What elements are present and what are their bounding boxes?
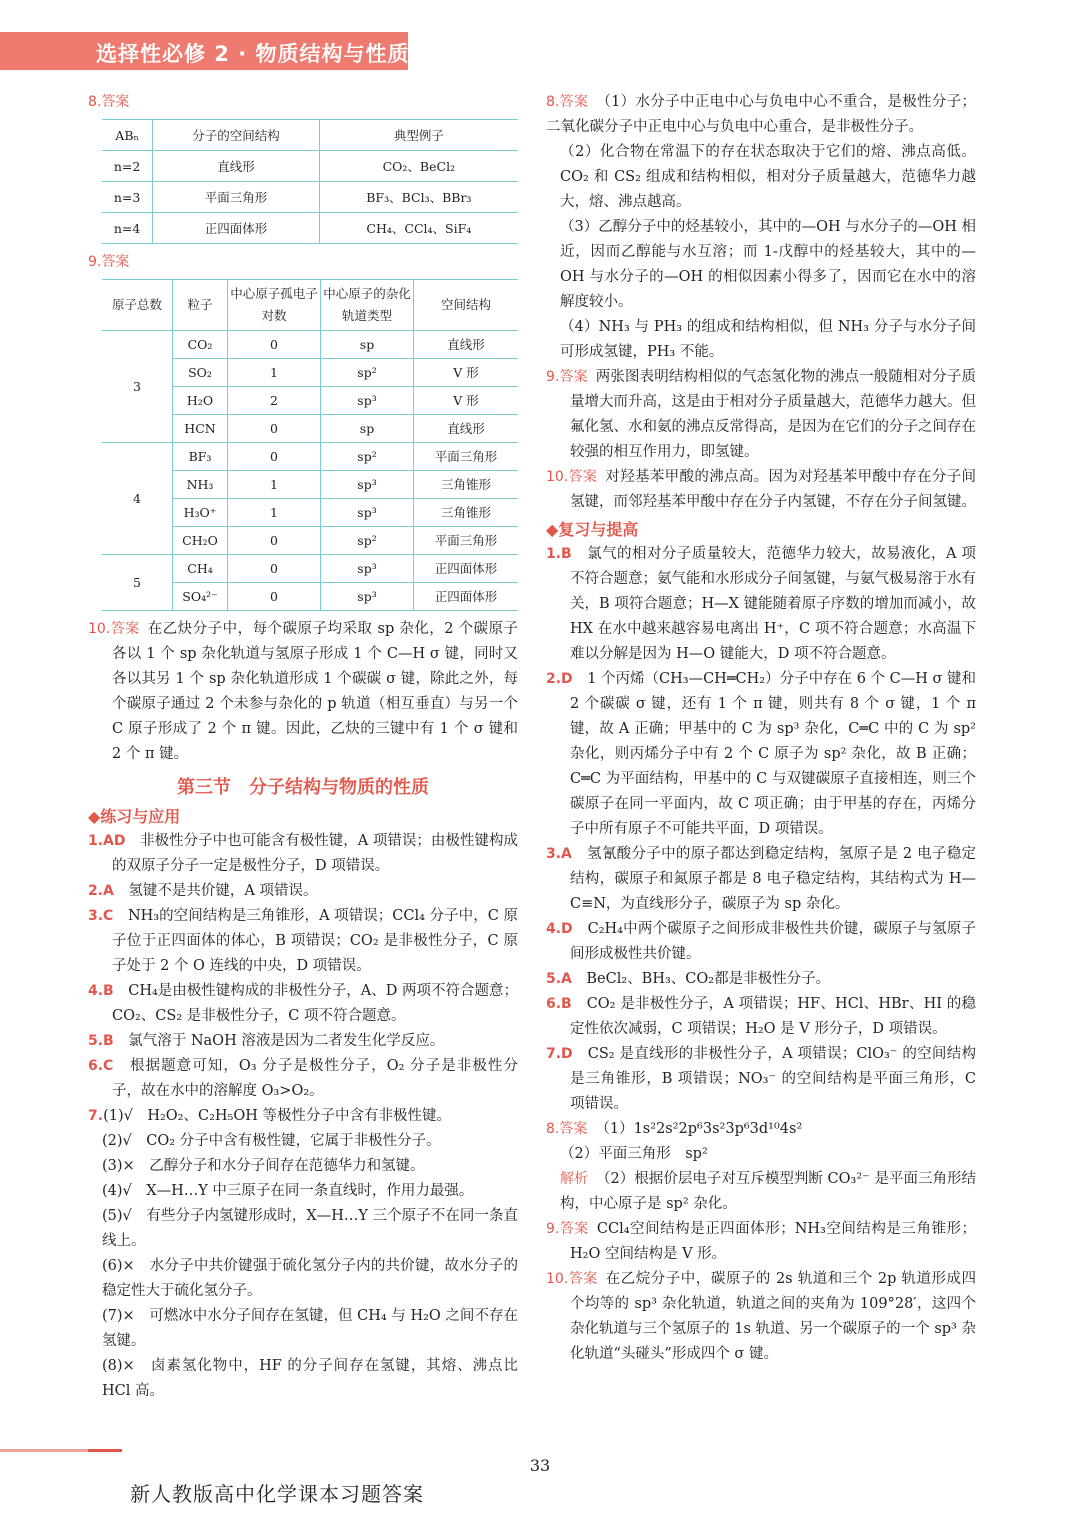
item-text: CO₂ 是非极性分子，A 项错误；HF、HCl、HBr、HI 的稳定性依次减弱，C 项错误；H₂O 是 V 形分子，D 项错误。	[570, 996, 976, 1037]
table-cell: sp³	[321, 499, 414, 527]
table-cell: 2	[228, 387, 321, 415]
table-8	[102, 119, 518, 244]
item-text: 1 个丙烯（CH₃—CH═CH₂）分子中存在 6 个 C—H σ 键和 2 个碳碳 σ 键，还有 1 个 π 键，则共有 8 个 σ 键，1 个 π 键，故 A 正确；甲基中的 C 为 sp³ 杂化，C═C 中的 C 为 sp² 杂化，则丙烯分子中有 2 个 C 原子为 sp² 杂化，故 B 正确；C═C 为平面结构，甲基中的 C 与双键碳原子直接相连，则三个碳原子在同一平面内，故 C 项正确；由于甲基的存在，丙烯分子中所有原子不可能共平面，D 项错误。	[570, 671, 977, 837]
table-cell: n=3	[102, 182, 153, 213]
analysis-paragraph	[546, 1167, 976, 1217]
answer-tag: 8.答案	[88, 94, 130, 110]
analysis-tag: 解析	[560, 1171, 589, 1187]
item-text: 氢氰酸分子中的原子都达到稳定结构，氢原子是 2 电子稳定结构，碳原子和氮原子都是 8 电子稳定结构，其结构式为 H—C≡N，为直线形分子，碳原子为 sp 杂化。	[570, 846, 976, 912]
answer-paragraph: （3）乙醇分子中的烃基较小，其中的—OH 与水分子的—OH 相近，因而乙醇能与水互溶；而 1-戊醇中的烃基较大，其中的—OH 与水分子的—OH 的相似因素小得多了，因而它在水中的溶解度较小。	[560, 219, 976, 310]
table-header: 分子的空间结构	[153, 120, 319, 151]
list-item: (4)√ X—H…Y 中三原子在同一条直线时，作用力最强。	[102, 1183, 474, 1199]
table-row	[102, 151, 518, 182]
table-cell: 1	[228, 499, 321, 527]
answer-10	[88, 617, 518, 767]
item-text: 在乙烷分子中，碳原子的 2s 轨道和三个 2p 轨道形成四个均等的 sp³ 杂化轨道，轨道之间的夹角为 109°28′，这四个杂化轨道与三个氢原子的 1s 轨道、另一个碳原子的一个 sp³ 杂化轨道“头碰头”形成四个 σ 键。	[570, 1271, 977, 1362]
table-cell: 直线形	[414, 331, 519, 359]
practice-heading: ◆练习与应用	[88, 807, 181, 826]
table-cell: 三角锥形	[414, 471, 519, 499]
item-number: 5.B	[88, 1033, 114, 1049]
list-item	[88, 1054, 518, 1104]
table-cell: SO₄²⁻	[173, 583, 228, 611]
table-cell: CO₂	[173, 331, 228, 359]
table-cell: SO₂	[173, 359, 228, 387]
answer-text: （2）根据价层电子对互斥模型判断 CO₃²⁻ 是平面三角形结构，中心原子是 sp² 杂化。	[560, 1171, 977, 1212]
list-item	[546, 842, 976, 917]
footer-rule-accent	[88, 1449, 122, 1452]
item-text: 氯气溶于 NaOH 溶液是因为二者发生化学反应。	[128, 1033, 445, 1049]
table-cell: sp²	[321, 359, 414, 387]
right-column	[546, 90, 976, 1367]
item-text: (1)√ H₂O₂、C₂H₅OH 等极性分子中含有非极性键。	[103, 1108, 452, 1124]
item-number: 1.AD	[88, 833, 126, 849]
table-cell: 0	[228, 415, 321, 443]
table-cell: 三角锥形	[414, 499, 519, 527]
table-cell: CH₄	[173, 555, 228, 583]
table-cell: 0	[228, 555, 321, 583]
table-cell: 直线形	[414, 415, 519, 443]
item-text: 氢键不是共价键，A 项错误。	[128, 883, 318, 899]
list-item: (5)√ 有些分子内氢键形成时，X—H…Y 三个原子不在同一条直线上。	[102, 1208, 518, 1249]
item-number: 3.A	[546, 846, 572, 862]
answer-8	[546, 90, 976, 140]
list-item: (8)× 卤素氢化物中，HF 的分子间存在氢键，其熔、沸点比 HCl 高。	[102, 1358, 518, 1399]
item-number: 1.B	[546, 546, 572, 562]
item-text: BeCl₂、BH₃、CO₂都是非极性分子。	[586, 971, 831, 987]
table-row	[102, 555, 518, 583]
table-cell: HCN	[173, 415, 228, 443]
table-cell: 1	[228, 471, 321, 499]
book-title: 新人教版高中化学课本习题答案	[130, 1482, 424, 1506]
table-cell: 正四面体形	[414, 583, 519, 611]
table-cell: BF₃	[173, 443, 228, 471]
page-header-title: 选择性必修 2 · 物质结构与性质	[96, 42, 410, 66]
answer-tag: 9.答案	[88, 254, 130, 270]
answer-paragraph: （2）平面三角形 sp²	[560, 1146, 708, 1162]
table-cell: H₂O	[173, 387, 228, 415]
answer-tag: 8.答案	[546, 94, 589, 110]
page-number: 33	[529, 1456, 551, 1475]
item-number: 6.C	[88, 1058, 114, 1074]
list-item	[88, 904, 518, 979]
list-item: (7)× 可燃冰中水分子间存在氢键，但 CH₄ 与 H₂O 之间不存在氢键。	[102, 1308, 518, 1349]
table-cell: 0	[228, 527, 321, 555]
table-header: 空间结构	[414, 280, 519, 331]
table-cell: NH₃	[173, 471, 228, 499]
table-cell: sp³	[321, 387, 414, 415]
item-number: 4.B	[88, 983, 114, 999]
answer-9	[546, 365, 976, 465]
answer-text: 在乙炔分子中，每个碳原子均采取 sp 杂化，2 个碳原子各以 1 个 sp 杂化轨道与氢原子形成 1 个 C—H σ 键，同时又各以其另 1 个 sp 杂化轨道形成 1 个碳碳 σ 键，除此之外，每个碳原子通过 2 个未参与杂化的 p 轨道（相互垂直）与另一个 C 原子形成了 2 个 π 键。因此，乙炔的三键中有 1 个 σ 键和 2 个 π 键。	[112, 621, 519, 762]
table-cell: BF₃、BCl₃、BBr₃	[319, 182, 518, 213]
table-cell: sp³	[321, 555, 414, 583]
table-row	[102, 443, 518, 471]
table-header: ABₙ	[102, 120, 153, 151]
table-header: 粒子	[173, 280, 228, 331]
list-item	[546, 1267, 976, 1367]
list-item: (3)× 乙醇分子和水分子间存在范德华力和氢键。	[102, 1158, 425, 1174]
item-number: 3.C	[88, 908, 114, 924]
list-item: (2)√ CO₂ 分子中含有极性键，它属于非极性分子。	[102, 1133, 441, 1149]
answer-tag: 9.答案	[546, 369, 588, 385]
answer-tag: 8.答案	[546, 1121, 588, 1137]
answer-tag: 10.答案	[546, 1271, 598, 1287]
table-cell: 1	[228, 359, 321, 387]
answer-paragraph: （2）化合物在常温下的存在状态取决于它们的熔、沸点高低。CO₂ 和 CS₂ 组成和结构相似，相对分子质量越大，范德华力越大，熔、沸点越高。	[560, 144, 976, 210]
list-item	[88, 829, 518, 879]
list-item	[546, 1117, 976, 1142]
list-item	[546, 542, 976, 667]
table-cell: n=4	[102, 213, 153, 244]
table-cell: n=2	[102, 151, 153, 182]
item-number: 7.	[88, 1108, 104, 1124]
table-cell: sp³	[321, 583, 414, 611]
table-cell: H₃O⁺	[173, 499, 228, 527]
list-item	[546, 1042, 976, 1117]
table-cell: CH₄、CCl₄、SiF₄	[319, 213, 518, 244]
item-number: 2.A	[88, 883, 114, 899]
item-number: 2.D	[546, 671, 573, 687]
table-cell: sp	[321, 331, 414, 359]
item-number: 6.B	[546, 996, 572, 1012]
table-row	[102, 331, 518, 359]
table-cell: sp²	[321, 443, 414, 471]
item-text: （1）1s²2s²2p⁶3s²3p⁶3d¹⁰4s²	[595, 1121, 803, 1137]
table-header: 原子总数	[102, 280, 173, 331]
answer-10	[546, 465, 976, 515]
list-item	[88, 879, 518, 904]
item-text: CCl₄空间结构是正四面体形；NH₃空间结构是三角锥形；H₂O 空间结构是 V 形。	[570, 1221, 976, 1262]
table-cell: V 形	[414, 359, 519, 387]
list-item	[88, 979, 518, 1029]
table-cell: 平面三角形	[414, 443, 519, 471]
list-item	[546, 1217, 976, 1267]
table-cell: 0	[228, 583, 321, 611]
section-title: 第三节 分子结构与物质的性质	[177, 777, 429, 798]
table-cell: sp	[321, 415, 414, 443]
table-row	[102, 213, 518, 244]
list-item	[546, 917, 976, 967]
table-cell: 4	[102, 443, 173, 555]
item-number: 7.D	[546, 1046, 573, 1062]
table-cell: 正四面体形	[153, 213, 319, 244]
item-text: CS₂ 是直线形的非极性分子，A 项错误；ClO₃⁻ 的空间结构是三角锥形，B 项错误；NO₃⁻ 的空间结构是平面三角形，C 项错误。	[570, 1046, 976, 1112]
item-number: 4.D	[546, 921, 573, 937]
table-9	[102, 279, 518, 611]
answer-text: （1）水分子中正电中心与负电中心不重合，是极性分子；二氧化碳分子中正电中心与负电中心重合，是非极性分子。	[546, 94, 976, 135]
item-number: 5.A	[546, 971, 572, 987]
review-heading: ◆复习与提高	[546, 520, 639, 539]
answer-text: 两张图表明结构相似的气态氢化物的沸点一般随相对分子质量增大而升高，这是由于相对分子质量越大，范德华力越大。但氟化氢、水和氨的沸点反常得高，是因为在它们的分子之间存在较强的相互作用力，即氢键。	[570, 369, 976, 460]
item-text: NH₃的空间结构是三角锥形，A 项错误；CCl₄ 分子中，C 原子位于正四面体的体心，B 项错误；CO₂ 是非极性分子，C 原子处于 2 个 O 连线的中央，D 项错误。	[112, 908, 519, 974]
table-cell: CH₂O	[173, 527, 228, 555]
list-item	[88, 1104, 518, 1129]
table-header: 典型例子	[319, 120, 518, 151]
table-cell: 0	[228, 331, 321, 359]
item-text: CH₄是由极性键构成的非极性分子，A、D 两项不符合题意；CO₂、CS₂ 是非极性分子，C 项不符合题意。	[112, 983, 518, 1024]
left-column	[88, 90, 518, 1404]
list-item	[546, 967, 976, 992]
list-item	[88, 1029, 518, 1054]
table-header: 中心原子的杂化轨道类型	[321, 280, 414, 331]
item-text: 非极性分子中也可能含有极性键，A 项错误；由极性键构成的双原子分子一定是极性分子，D 项错误。	[112, 833, 518, 874]
answer-tag: 10.答案	[88, 621, 140, 637]
table-cell: sp²	[321, 527, 414, 555]
answer-paragraph: （4）NH₃ 与 PH₃ 的组成和结构相似，但 NH₃ 分子与水分子间可形成氢键，PH₃ 不能。	[560, 319, 976, 360]
table-cell: 平面三角形	[414, 527, 519, 555]
table-cell: CO₂、BeCl₂	[319, 151, 518, 182]
list-item: (6)× 水分子中共价键强于硫化氢分子内的共价键，故水分子的稳定性大于硫化氢分子。	[102, 1258, 518, 1299]
table-cell: 5	[102, 555, 173, 611]
answer-tag: 10.答案	[546, 469, 598, 485]
table-cell: 直线形	[153, 151, 319, 182]
answer-tag: 9.答案	[546, 1221, 589, 1237]
list-item	[546, 992, 976, 1042]
table-cell: sp³	[321, 471, 414, 499]
list-item	[546, 667, 976, 842]
table-cell: 3	[102, 331, 173, 443]
table-cell: 正四面体形	[414, 555, 519, 583]
table-cell: 0	[228, 443, 321, 471]
item-text: C₂H₄中两个碳原子之间形成非极性共价键，碳原子与氢原子间形成极性共价键。	[570, 921, 976, 962]
item-text: 氯气的相对分子质量较大，范德华力较大，故易液化，A 项不符合题意；氨气能和水形成分子间氢键，与氨气极易溶于水有关，B 项符合题意；H—X 键能随着原子序数的增加而减小，故 HX 在水中越来越容易电离出 H⁺，C 项不符合题意；水高温下难以分解是因为 H—O 键能大，D 项不符合题意。	[570, 546, 976, 662]
table-header: 中心原子孤电子对数	[228, 280, 321, 331]
table-cell: 平面三角形	[153, 182, 319, 213]
answer-text: 对羟基苯甲酸的沸点高。因为对羟基苯甲酸中存在分子间氢键，而邻羟基苯甲酸中存在分子内氢键，不存在分子间氢键。	[570, 469, 977, 510]
item-text: 根据题意可知，O₃ 分子是极性分子，O₂ 分子是非极性分子，故在水中的溶解度 O₃>O₂。	[112, 1058, 518, 1099]
table-cell: V 形	[414, 387, 519, 415]
table-row	[102, 182, 518, 213]
